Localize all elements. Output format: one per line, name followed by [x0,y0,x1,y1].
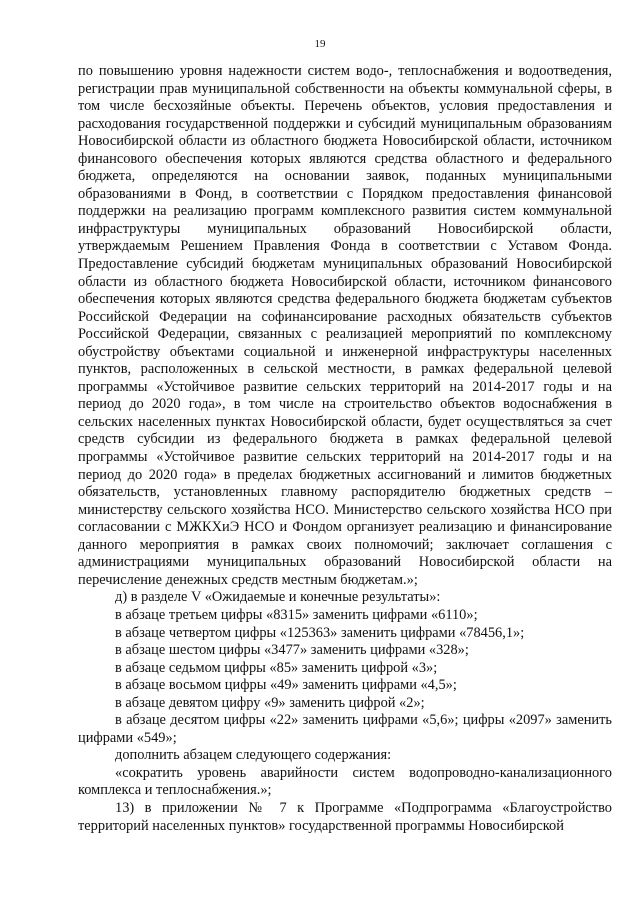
paragraph-item-fourth: в абзаце четвертом цифры «125363» заменить цифрами «78456,1»; [115,624,525,641]
paragraph-item-tenth: в абзаце десятом цифры «22» заменить цифрами «5,6»; цифры «2097» заменить цифрами «549»; [78,712,612,746]
paragraph-add-clause: дополнить абзацем следующего содержания: [115,747,392,764]
paragraph-program-financing: по повышению уровня надежности систем водо-, теплоснабжения и водоотведения, регистрации прав муниципальной собственности на объекты коммунальной сферы, в том числе бесхозяйные объекты. Перечень объектов, условия предоставления и расходования государственной поддержки и субсидий муниципальным образованиям Новосибирской области из областного бюджета Новосибирской области, источником финансового обеспечения которых являются средства областного и федерального бюджета, определяются на основании заявок, поданных муниципальными образованиями в Фонд, в соответствии с Порядком предоставления финансовой поддержки на реализацию программ комплексного развития систем коммунальной инфраструктуры муниципальных образований Новосибирской области, утверждаемым Решением Правления Фонда в соответствии с Уставом Фонда. Предоставление субсидий бюджетам муниципальных образований Новосибирской области из областного бюджета Новосибирской области, источником финансового обеспечения которых являются средства федерального бюджета бюджетам субъектов Российской Федерации на софинансирование расходных обязательств субъектов Российской Федерации, связанных с реализацией мероприятий по комплексному обустройству объектами социальной и инженерной инфраструктуры населенных пунктов, расположенных в сельской местности, в рамках федеральной целевой программы «Устойчивое развитие сельских территорий на 2014-2017 годы и на период до 2020 года», в том числе на строительство объектов водоснабжения в сельских населенных пунктах Новосибирской области, будет осуществляться за счет средств субсидии из федерального бюджета в рамках федеральной целевой программы «Устойчивое развитие сельских территорий на 2014-2017 годы и на период до 2020 года» в пределах бюджетных ассигнований и лимитов бюджетных обязательств, установленных главному распорядителю бюджетных средств – министерству сельского хозяйства НСО. Министерство сельского хозяйства НСО при согласовании с МЖКХиЭ НСО и Фондом организует реализацию и финансирование данного мероприятия в рамках своих полномочий; заключает соглашения с администрациями муниципальных образований Новосибирской области на перечисление денежных средств местным бюджетам.»; [78,63,612,588]
paragraph-item-sixth: в абзаце шестом цифры «3477» заменить цифрами «328»; [115,642,469,659]
paragraph-item-seventh: в абзаце седьмом цифры «85» заменить цифрой «3»; [115,659,438,676]
paragraph-section-v-heading: д) в разделе V «Ожидаемые и конечные результаты»: [115,589,441,606]
paragraph-added-text: «сократить уровень аварийности систем водопроводно-канализационного комплекса и теплоснабжения.»; [78,764,612,799]
paragraph-appendix-7: 13) в приложении № 7 к Программе «Подпрограмма «Благоустройство территорий населенных пунктов» государственной программы Новосибирской [78,799,612,834]
paragraph-item-eighth: в абзаце восьмом цифры «49» заменить цифрами «4,5»; [115,677,457,694]
page-number: 19 [314,38,326,50]
paragraph-item-ninth: в абзаце девятом цифру «9» заменить цифрой «2»; [115,694,425,711]
document-body [78,63,612,835]
paragraph-item-third: в абзаце третьем цифры «8315» заменить цифрами «6110»; [115,606,478,623]
